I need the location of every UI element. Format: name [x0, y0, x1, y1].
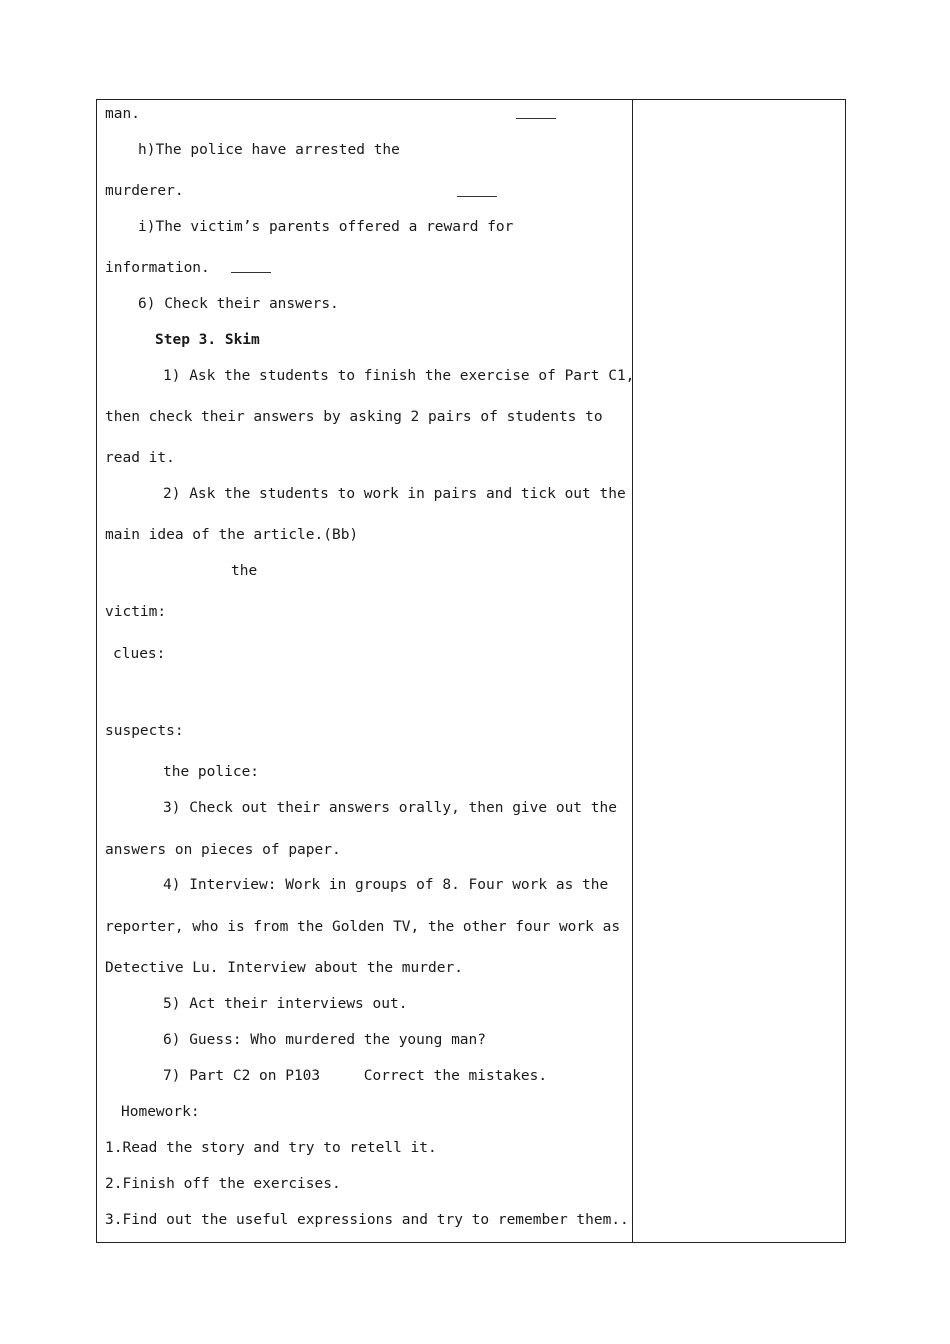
- text-line: murderer.: [105, 183, 184, 199]
- answer-blank[interactable]: [457, 196, 497, 197]
- text-line: h)The police have arrested the: [138, 142, 400, 158]
- answer-blank[interactable]: [231, 272, 271, 273]
- step-heading: Step 3. Skim: [155, 332, 260, 348]
- text-line: main idea of the article.(Bb): [105, 527, 359, 543]
- text-line: the police:: [163, 764, 260, 780]
- text-line: the: [231, 563, 258, 579]
- text-line: 5) Act their interviews out.: [163, 996, 408, 1012]
- text-line: 1) Ask the students to finish the exercise of Part C1,: [163, 368, 635, 384]
- text-line: victim:: [105, 604, 167, 620]
- text-line: 2) Ask the students to work in pairs and tick out the: [163, 486, 626, 502]
- column-divider: [632, 100, 633, 1242]
- text-line: information.: [105, 260, 210, 276]
- text-line: 3) Check out their answers orally, then give out the: [163, 800, 617, 816]
- text-line: i)The victim’s parents offered a reward for: [138, 219, 514, 235]
- text-line: clues:: [113, 646, 166, 662]
- text-line: reporter, who is from the Golden TV, the other four work as: [105, 919, 621, 935]
- text-line: read it.: [105, 450, 175, 466]
- text-line: 4) Interview: Work in groups of 8. Four work as the: [163, 877, 609, 893]
- homework-item: 1.Read the story and try to retell it.: [105, 1140, 437, 1156]
- text-line: answers on pieces of paper.: [105, 842, 341, 858]
- text-line: then check their answers by asking 2 pairs of students to: [105, 409, 603, 425]
- homework-item: 2.Finish off the exercises.: [105, 1176, 341, 1192]
- text-line: man.: [105, 106, 140, 122]
- text-line: 7) Part C2 on P103 Correct the mistakes.: [163, 1068, 548, 1084]
- homework-item: 3.Find out the useful expressions and try to remember them..: [105, 1212, 629, 1228]
- text-line: Detective Lu. Interview about the murder.: [105, 960, 463, 976]
- text-line: suspects:: [105, 723, 184, 739]
- homework-heading: Homework:: [121, 1104, 200, 1120]
- text-line: 6) Check their answers.: [138, 296, 339, 312]
- text-line: 6) Guess: Who murdered the young man?: [163, 1032, 487, 1048]
- answer-blank[interactable]: [516, 118, 556, 119]
